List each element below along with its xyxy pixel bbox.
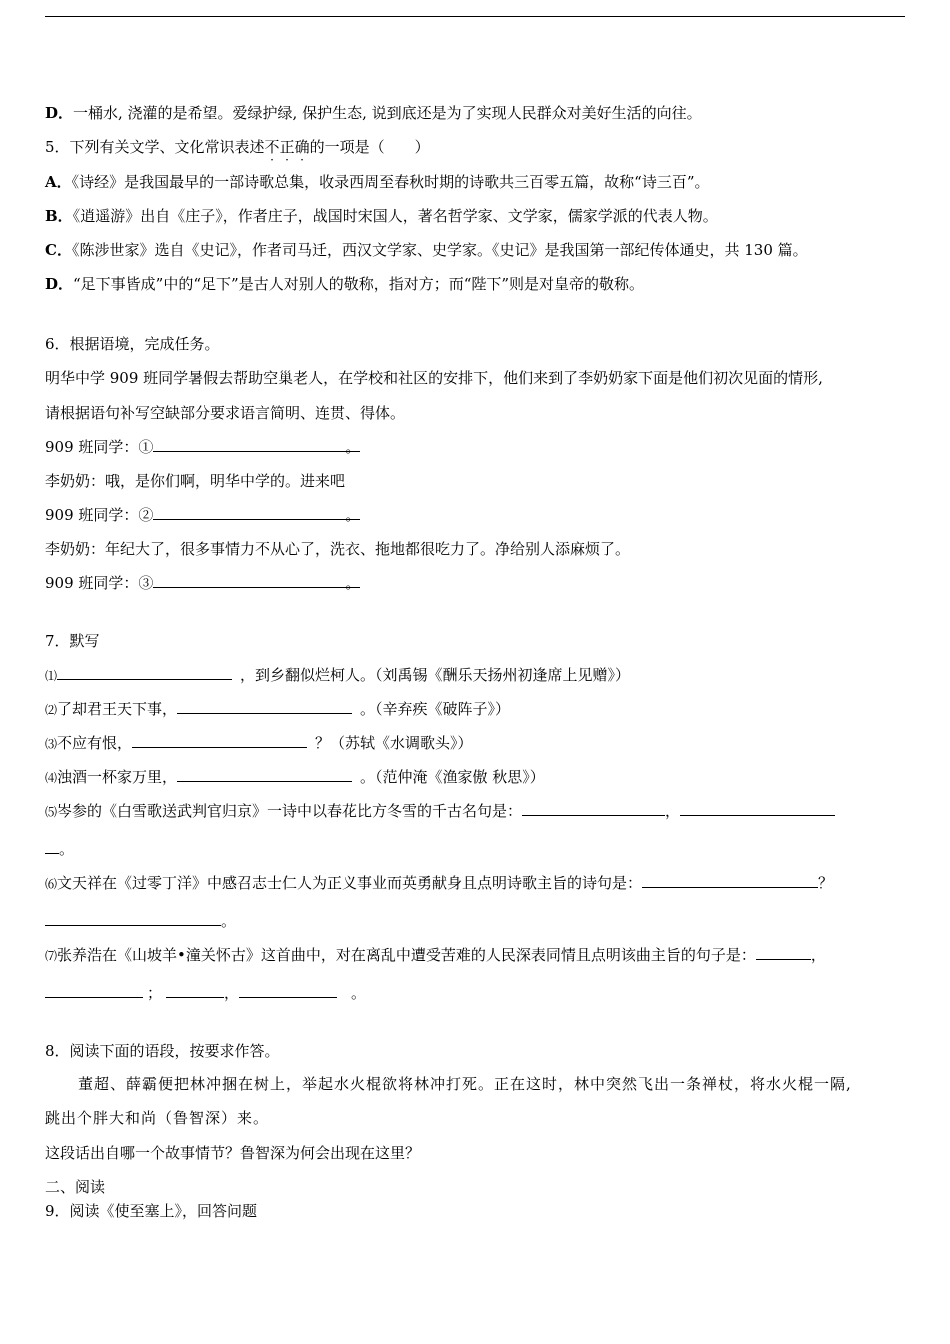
answer-blank[interactable] <box>45 983 143 998</box>
comma: ， <box>810 946 826 964</box>
answer-blank[interactable] <box>642 873 818 888</box>
answer-blank[interactable] <box>239 983 337 998</box>
emphasis-char: 正 <box>279 138 295 156</box>
answer-blank[interactable] <box>132 733 307 748</box>
q7-item-2 <box>45 699 510 720</box>
q7-stem: 7．默写 <box>45 632 100 650</box>
item-text: 岑参的《白雪歌送武判官归京》一诗中以春花比方冬雪的千古名句是： <box>57 802 523 820</box>
stem-text: 5．下列有关文学、文化常识表述 <box>45 138 265 156</box>
q5-option-c <box>45 240 808 260</box>
q7-item-7 <box>45 945 826 966</box>
q7-item-5 <box>45 801 835 822</box>
answer-blank[interactable] <box>153 573 345 588</box>
dialogue-speaker: 909 班同学：① <box>45 438 154 456</box>
item-number: ⑷ <box>45 771 58 785</box>
period: 。 <box>351 984 367 1002</box>
q9-stem: 9．阅读《使至塞上》，回答问题 <box>45 1202 258 1220</box>
period: 。 <box>345 438 361 456</box>
period: 。 <box>345 574 361 592</box>
q4-option-d <box>45 103 702 123</box>
period: 。 <box>59 840 75 858</box>
option-text: 一桶水, 浇灌的是希望。爱绿护绿, 保护生态, 说到底还是为了实现人民群众对美好生活的向往。 <box>73 104 702 122</box>
item-number: ⑶ <box>45 737 58 751</box>
dialogue-speaker: 909 班同学：③ <box>45 574 154 592</box>
item-text: 浊酒一杯家万里， <box>57 768 178 786</box>
item-number: ⑴ <box>45 669 58 683</box>
q8-passage-1: 董超、薛霸便把林冲捆在树上，举起水火棍欲将林冲打死。正在这时，林中突然飞出一条禅杖，将水火棍一隔, <box>78 1075 852 1093</box>
period: 。 <box>345 506 361 524</box>
q7-item-1 <box>45 665 630 686</box>
question-mark: ？ <box>818 874 834 892</box>
answer-blank[interactable] <box>680 801 835 816</box>
q8-stem: 8．阅读下面的语段，按要求作答。 <box>45 1042 280 1060</box>
item-number: ⑸ <box>45 805 58 819</box>
q6-line-4: 李奶奶：年纪大了，很多事情力不从心了，洗衣、拖地都很吃力了。净给别人添麻烦了。 <box>45 540 631 558</box>
answer-blank[interactable] <box>45 911 221 926</box>
q7-item-4 <box>45 767 545 788</box>
item-source: 。（范仲淹《渔家傲 秋思》） <box>360 768 545 786</box>
stem-text: 的一项是（ ） <box>309 138 430 156</box>
q6-line-5 <box>45 573 360 593</box>
q7-item-3 <box>45 733 473 754</box>
option-text: 《陈涉世家》选自《史记》，作者司马迁，西汉文学家、史学家。《史记》是我国第一部纪传体通史，共 130 篇。 <box>71 241 808 259</box>
q6-line-1 <box>45 437 360 457</box>
dialogue-speaker: 909 班同学：② <box>45 506 154 524</box>
item-source: 。（辛弃疾《破阵子》） <box>360 700 511 718</box>
comma: ， <box>665 802 681 820</box>
q6-line-3 <box>45 505 360 525</box>
option-label: B． <box>45 207 73 225</box>
option-label: D． <box>45 275 74 293</box>
emphasis-char: 不 <box>264 138 280 156</box>
option-text: 《逍遥游》出自《庄子》，作者庄子，战国时宋国人，著名哲学家、文学家，儒家学派的代表人物。 <box>72 207 718 225</box>
item-source: ？（苏轼《水调歌头》） <box>315 734 473 752</box>
answer-blank[interactable] <box>177 699 352 714</box>
q7-item-5-cont <box>45 839 74 859</box>
item-text: 了却君王天下事， <box>57 700 178 718</box>
q7-item-6 <box>45 873 833 894</box>
answer-blank[interactable] <box>153 505 345 520</box>
item-text: 不应有恨， <box>57 734 133 752</box>
q7-item-6-cont <box>45 911 236 931</box>
item-number: ⑺ <box>45 949 58 963</box>
option-label: A． <box>45 173 72 191</box>
answer-blank[interactable] <box>166 983 224 998</box>
answer-blank[interactable] <box>177 767 352 782</box>
q5-option-b <box>45 206 718 226</box>
q8-question: 这段话出自哪一个故事情节？鲁智深为何会出现在这里？ <box>45 1144 421 1162</box>
item-number: ⑵ <box>45 703 58 717</box>
q6-stem: 6．根据语境，完成任务。 <box>45 335 220 353</box>
comma: ， <box>224 984 240 1002</box>
option-label: C． <box>45 241 72 259</box>
q6-para-1: 明华中学 909 班同学暑假去帮助空巢老人，在学校和社区的安排下，他们来到了李奶奶家下面是他们初次见面的情形, <box>45 369 823 387</box>
q5-stem <box>45 137 430 157</box>
header-rule <box>45 16 905 17</box>
q5-option-d <box>45 274 644 294</box>
answer-blank[interactable] <box>45 839 59 854</box>
answer-blank[interactable] <box>153 437 345 452</box>
semicolon: ； <box>147 984 163 1002</box>
answer-blank[interactable] <box>522 801 665 816</box>
option-text: “足下事皆成”中的“足下”是古人对别人的敬称，指对方；而“陛下”则是对皇帝的敬称。 <box>73 275 645 293</box>
answer-blank[interactable] <box>756 945 811 960</box>
q6-para-2: 请根据语句补写空缺部分要求语言简明、连贯、得体。 <box>45 404 406 422</box>
emphasis-char: 确 <box>294 138 310 156</box>
option-label: D． <box>45 104 74 122</box>
q8-passage-2: 跳出个胖大和尚（鲁智深）来。 <box>45 1109 270 1127</box>
q7-item-7-cont <box>45 983 366 1003</box>
item-text: ，到乡翻似烂柯人。（刘禹锡《酬乐天扬州初逢席上见赠》） <box>240 666 631 684</box>
period: 。 <box>221 912 237 930</box>
q6-line-2: 李奶奶：哦，是你们啊，明华中学的。进来吧 <box>45 472 346 490</box>
option-text: 《诗经》是我国最早的一部诗歌总集，收录西周至春秋时期的诗歌共三百零五篇，故称“诗三百”。 <box>71 173 710 191</box>
section-title: 二、阅读 <box>45 1178 106 1196</box>
q5-option-a <box>45 172 709 192</box>
answer-blank[interactable] <box>57 665 232 680</box>
item-text: 张养浩在《山坡羊•潼关怀古》这首曲中，对在离乱中遭受苦难的人民深表同情且点明该曲主旨的句子是： <box>57 946 756 964</box>
item-number: ⑹ <box>45 877 58 891</box>
item-text: 文天祥在《过零丁洋》中感召志士仁人为正义事业而英勇献身且点明诗歌主旨的诗句是： <box>57 874 643 892</box>
